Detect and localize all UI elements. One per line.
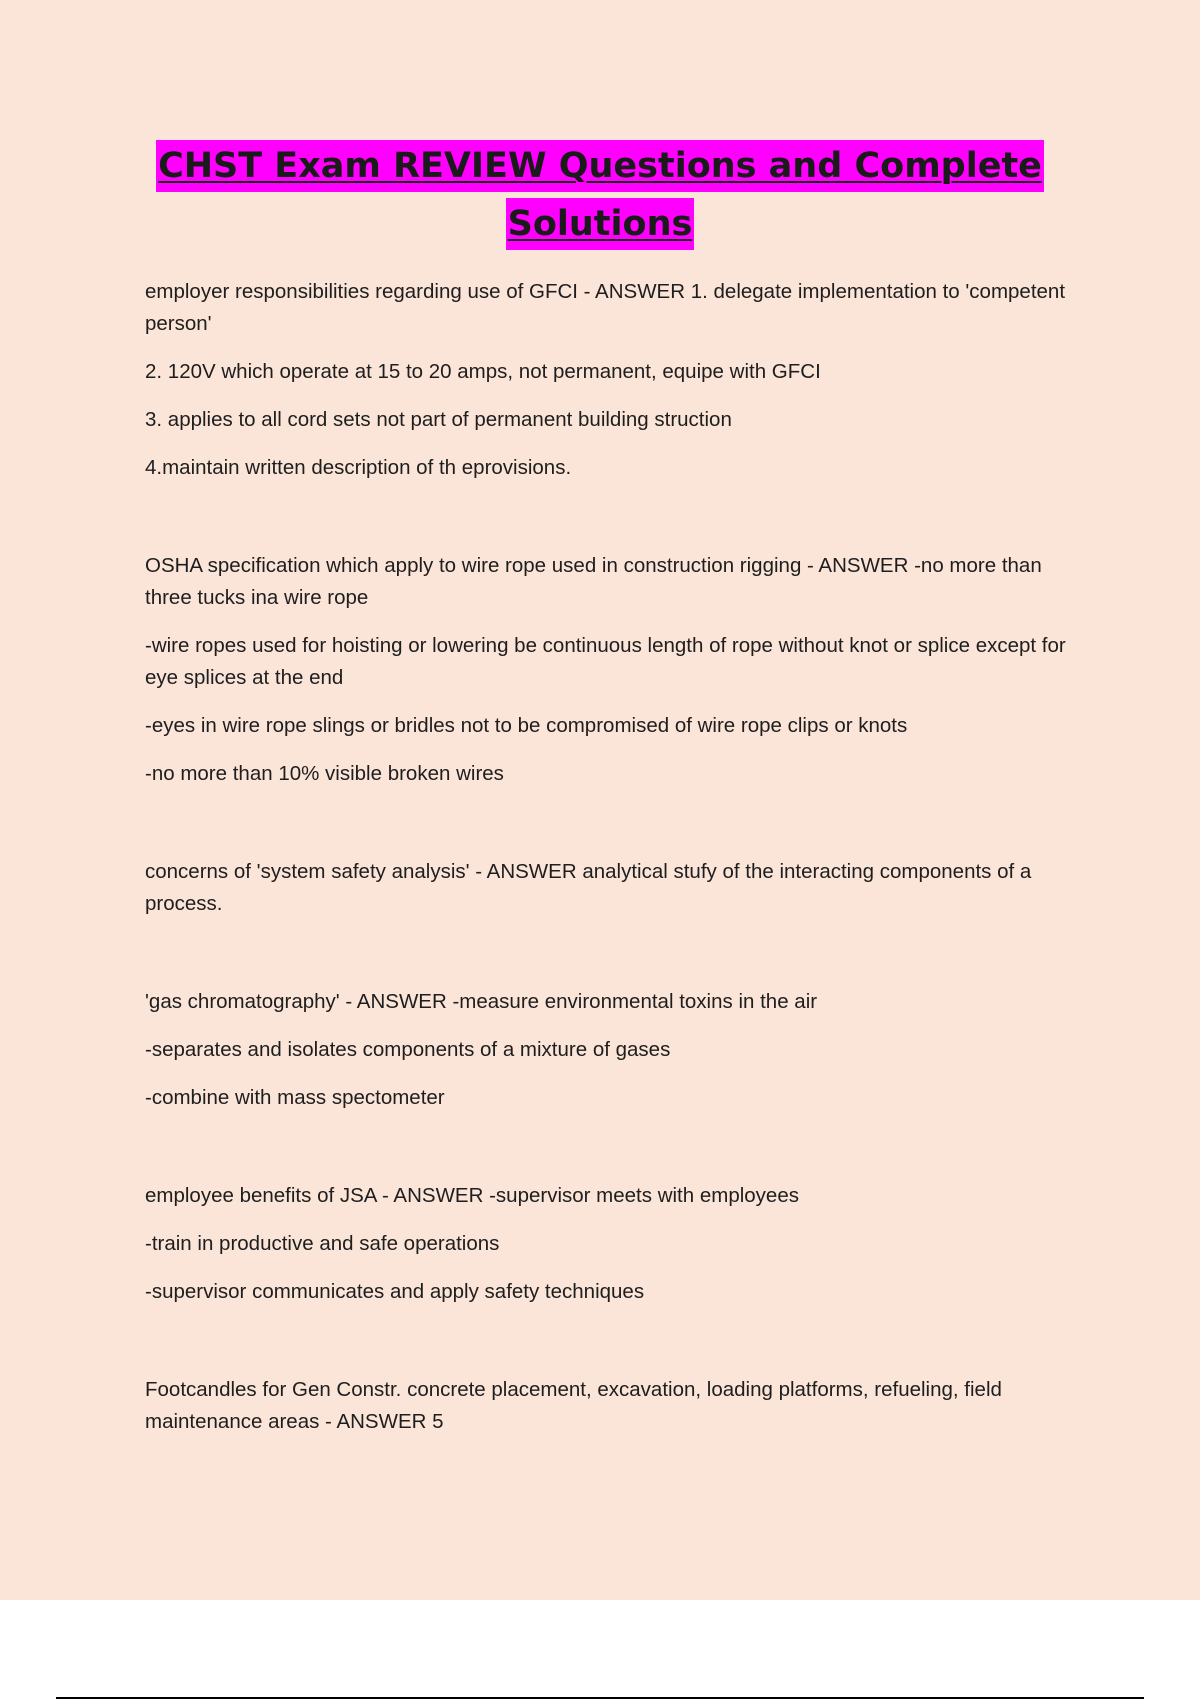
qa-block-system-safety <box>145 856 1085 920</box>
qa-line: employer responsibilities regarding use of GFCI - ANSWER 1. delegate implementation to 'competent person' <box>145 280 1066 335</box>
qa-line: 2. 120V which operate at 15 to 20 amps, not permanent, equipe with GFCI <box>145 360 821 383</box>
page-title <box>0 140 1200 256</box>
qa-line: OSHA specification which apply to wire rope used in construction rigging - ANSWER -no more than three tucks ina wire rope <box>145 554 1042 609</box>
qa-line: -train in productive and safe operations <box>145 1232 500 1255</box>
qa-line: -no more than 10% visible broken wires <box>145 762 504 785</box>
qa-block-wire-rope <box>145 550 1085 790</box>
qa-line: concerns of 'system safety analysis' - ANSWER analytical stufy of the interacting components of a process. <box>145 860 1032 915</box>
qa-line: 3. applies to all cord sets not part of permanent building struction <box>145 408 732 431</box>
qa-line: 4.maintain written description of th eprovisions. <box>145 456 572 479</box>
qa-block-jsa <box>145 1180 1085 1308</box>
title-line-2: Solutions <box>506 198 695 250</box>
qa-line: -eyes in wire rope slings or bridles not to be compromised of wire rope clips or knots <box>145 714 908 737</box>
qa-block-footcandles <box>145 1374 1085 1438</box>
qa-line: -separates and isolates components of a mixture of gases <box>145 1038 671 1061</box>
qa-line: Footcandles for Gen Constr. concrete placement, excavation, loading platforms, refueling, field maintenance areas - ANSWER 5 <box>145 1378 1002 1433</box>
title-line-1: CHST Exam REVIEW Questions and Complete <box>156 140 1044 192</box>
footer-divider <box>56 1697 1144 1699</box>
qa-block-gfci <box>145 276 1085 484</box>
document-body <box>145 276 1085 1504</box>
qa-line: employee benefits of JSA - ANSWER -supervisor meets with employees <box>145 1184 799 1207</box>
qa-line: -wire ropes used for hoisting or lowering be continuous length of rope without knot or splice except for eye splices at the end <box>145 634 1066 689</box>
qa-block-gas-chromatography <box>145 986 1085 1114</box>
qa-line: -supervisor communicates and apply safety techniques <box>145 1280 645 1303</box>
qa-line: -combine with mass spectometer <box>145 1086 445 1109</box>
qa-line: 'gas chromatography' - ANSWER -measure environmental toxins in the air <box>145 990 818 1013</box>
